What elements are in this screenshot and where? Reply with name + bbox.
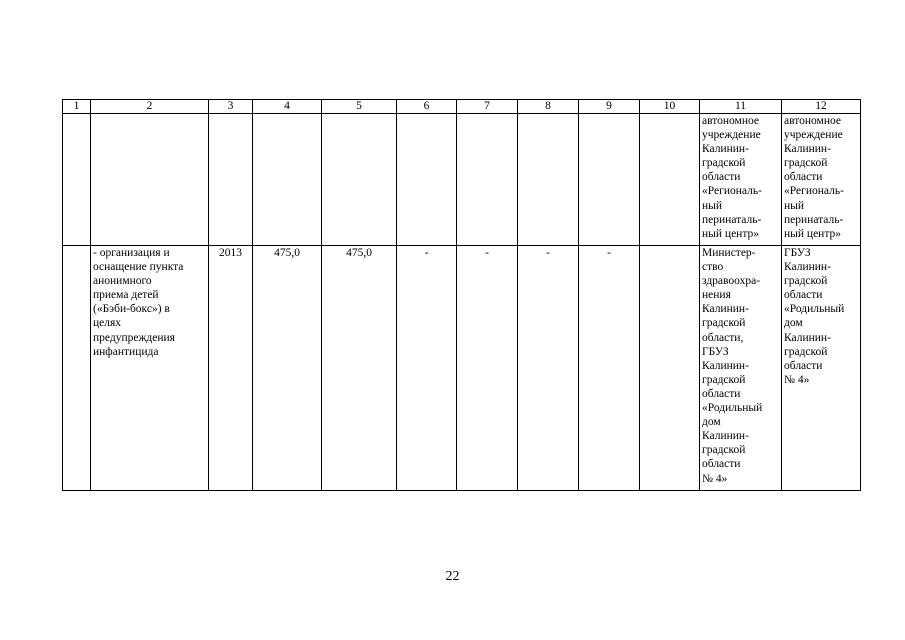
cell-line: области bbox=[702, 458, 741, 471]
cell-line: Калинин- bbox=[702, 359, 749, 372]
cell-line: нения bbox=[702, 289, 731, 302]
cell-line: - организация и bbox=[93, 247, 170, 259]
cell-col4 bbox=[253, 114, 322, 246]
cell-col6: - bbox=[397, 246, 457, 491]
cell-col9 bbox=[579, 114, 640, 246]
cell-line: градской bbox=[702, 444, 746, 457]
cell-line: «Родильный bbox=[784, 303, 845, 316]
cell-line: ный центр» bbox=[784, 227, 841, 240]
cell-col5 bbox=[322, 114, 397, 246]
cell-line: Калинин- bbox=[702, 303, 749, 316]
cell-col12 bbox=[782, 246, 861, 491]
cell-line: дом bbox=[702, 416, 721, 429]
program-table bbox=[62, 99, 861, 491]
cell-line: предупреждения bbox=[93, 331, 175, 344]
cell-line: области bbox=[784, 289, 823, 302]
cell-col10 bbox=[640, 246, 700, 491]
cell-line: Калинин- bbox=[784, 261, 831, 274]
cell-col10 bbox=[640, 114, 700, 246]
cell-line: «Родильный bbox=[702, 402, 763, 415]
header-cell: 7 bbox=[457, 100, 518, 114]
cell-col1 bbox=[63, 246, 91, 491]
cell-line: Калинин- bbox=[702, 143, 749, 156]
cell-col2 bbox=[91, 114, 209, 246]
cell-line: оснащение пункта bbox=[93, 261, 184, 274]
cell-col8 bbox=[518, 114, 579, 246]
header-row bbox=[63, 100, 861, 114]
cell-col11 bbox=[700, 246, 782, 491]
cell-col11 bbox=[700, 114, 782, 246]
cell-line: ГБУЗ bbox=[702, 345, 729, 358]
cell-line: учреждение bbox=[784, 129, 843, 142]
cell-col8: - bbox=[518, 246, 579, 491]
cell-col3 bbox=[209, 114, 253, 246]
cell-col2 bbox=[91, 246, 209, 491]
cell-line: Министер- bbox=[702, 247, 756, 259]
cell-line: ный bbox=[702, 199, 723, 212]
header-cell: 12 bbox=[782, 100, 861, 114]
table-row bbox=[63, 246, 861, 491]
cell-line: области bbox=[784, 359, 823, 372]
cell-line: № 4» bbox=[784, 373, 810, 386]
header-cell: 11 bbox=[700, 100, 782, 114]
cell-col6 bbox=[397, 114, 457, 246]
cell-line: Калинин- bbox=[784, 331, 831, 344]
cell-line: «Региональ- bbox=[784, 185, 844, 198]
header-cell: 5 bbox=[322, 100, 397, 114]
cell-line: Калинин- bbox=[784, 143, 831, 156]
cell-line: ный bbox=[784, 199, 805, 212]
cell-line: дом bbox=[784, 317, 803, 330]
cell-line: области, bbox=[702, 331, 744, 344]
cell-col4: 475,0 bbox=[253, 246, 322, 491]
cell-line: области bbox=[702, 171, 741, 184]
cell-line: ный центр» bbox=[702, 227, 759, 240]
header-cell: 2 bbox=[91, 100, 209, 114]
cell-col7: - bbox=[457, 246, 518, 491]
cell-col1 bbox=[63, 114, 91, 246]
header-cell: 8 bbox=[518, 100, 579, 114]
header-cell: 3 bbox=[209, 100, 253, 114]
header-cell: 6 bbox=[397, 100, 457, 114]
header-cell: 9 bbox=[579, 100, 640, 114]
cell-line: ство bbox=[702, 261, 724, 274]
header-cell: 10 bbox=[640, 100, 700, 114]
cell-line: перинаталь- bbox=[784, 213, 844, 226]
cell-col7 bbox=[457, 114, 518, 246]
page-number: 22 bbox=[445, 569, 460, 584]
cell-line: градской bbox=[702, 317, 746, 330]
cell-col9: - bbox=[579, 246, 640, 491]
cell-line: здравоохра- bbox=[702, 275, 761, 288]
cell-line: автономное bbox=[702, 115, 759, 127]
cell-line: «Региональ- bbox=[702, 185, 762, 198]
cell-line: («Бэби-бокс») в bbox=[93, 303, 170, 316]
cell-line: Калинин- bbox=[702, 430, 749, 443]
cell-line: области bbox=[784, 171, 823, 184]
cell-line: области bbox=[702, 387, 741, 400]
cell-line: анонимного bbox=[93, 275, 152, 288]
cell-line: перинаталь- bbox=[702, 213, 762, 226]
cell-line: целях bbox=[93, 317, 122, 330]
cell-line: градской bbox=[784, 157, 828, 170]
cell-line: градской bbox=[784, 345, 828, 358]
cell-line: градской bbox=[702, 157, 746, 170]
header-cell: 4 bbox=[253, 100, 322, 114]
cell-line: № 4» bbox=[702, 472, 728, 485]
cell-col12 bbox=[782, 114, 861, 246]
cell-line: ГБУЗ bbox=[784, 247, 811, 259]
header-cell: 1 bbox=[63, 100, 91, 114]
cell-col3: 2013 bbox=[209, 246, 253, 491]
cell-line: учреждение bbox=[702, 129, 761, 142]
table-row bbox=[63, 114, 861, 246]
cell-line: приема детей bbox=[93, 289, 159, 302]
cell-line: автономное bbox=[784, 115, 841, 127]
cell-line: инфантицида bbox=[93, 345, 159, 358]
cell-line: градской bbox=[702, 373, 746, 386]
cell-line: градской bbox=[784, 275, 828, 288]
cell-col5: 475,0 bbox=[322, 246, 397, 491]
